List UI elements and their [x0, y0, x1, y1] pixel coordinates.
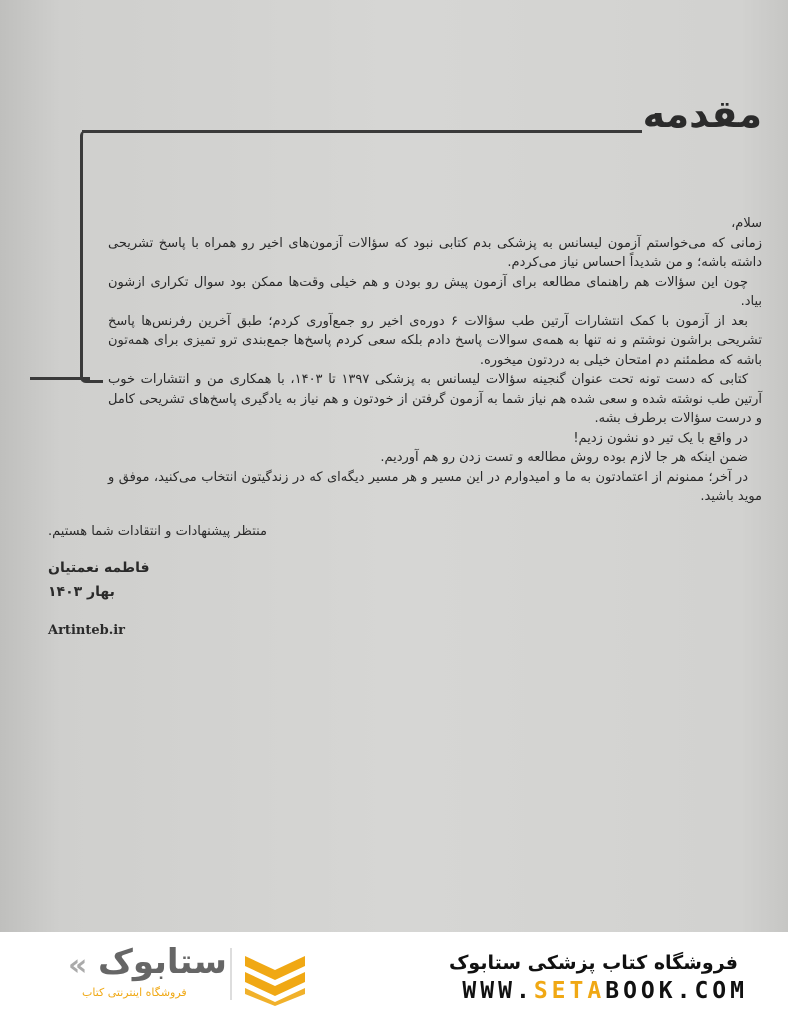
paragraph: چون این سؤالات هم راهنمای مطالعه برای آزمون پیش رو بودن و هم خیلی وقت‌ها ممکن بود سوال تکراری ازشون بیاد.: [108, 274, 762, 309]
url-part: SETA: [533, 978, 606, 1004]
logo-wordmark: ستابوک: [98, 942, 227, 982]
logo-divider: [230, 948, 232, 1000]
paragraph: بعد از آزمون با کمک انتشارات آرتین طب سؤالات ۶ دوره‌ی اخیر رو جمع‌آوری کردم؛ طبق آخرین رفرنس‌ها پاسخ تشریحی براشون نوشتم و نه تنها به همه‌ی سوالات پاسخ دادم بلکه سعی کردم پاسخ‌ها جمع‌بندی ترو تمیزی برای همه‌تون باشه که مطمئنم دم امتحان خیلی به دردتون میخوره.: [108, 313, 762, 368]
author-name: فاطمه نعمتیان: [48, 560, 150, 576]
paragraph: در واقع با یک تیر دو نشون زدیم!: [573, 430, 748, 446]
store-url[interactable]: [462, 978, 748, 1004]
paragraph: ضمن اینکه هر جا لازم بوده روش مطالعه و تست زدن رو هم آوردیم.: [380, 450, 748, 465]
intro-text: [108, 214, 762, 507]
url-part: OOK.COM: [623, 978, 748, 1004]
closing-line: منتظر پیشنهادات و انتقادات شما هستیم.: [48, 524, 268, 539]
store-banner: [0, 932, 788, 1012]
paragraph: سلام،: [731, 216, 762, 231]
heading-rule: [82, 130, 642, 133]
page-title: مقدمه: [642, 92, 762, 136]
frame-tail: [30, 377, 90, 380]
frame-bracket: [80, 130, 103, 383]
book-stack-icon: [240, 950, 310, 1006]
store-name: فروشگاه کتاب پزشکی ستابوک: [448, 952, 738, 974]
store-logo[interactable]: [60, 940, 320, 1006]
website-link[interactable]: Artinteb.ir: [48, 623, 126, 638]
date-line: بهار ۱۴۰۳: [48, 584, 115, 600]
double-chevron-icon: «: [68, 948, 88, 983]
url-part: WWW.: [462, 978, 534, 1004]
paragraph: زمانی که می‌خواستم آزمون لیسانس به پزشکی بدم کتابی نبود که سؤالات آزمون‌های اخیر رو همراه با پاسخ تشریحی داشته باشه؛ و من شدیداً احساس نیاز می‌کردم.: [108, 235, 762, 270]
paragraph: کتابی که دست تونه تحت عنوان گنجینه سؤالات لیسانس به پزشکی ۱۳۹۷ تا ۱۴۰۳، با همکاری من و انتشارات خوب آرتین طب نوشته شده و سعی شده هم نیاز شما به آزمون گرفتن از خودتون و هم نیاز به یادگیری پاسخ‌های تشریحی کامل و درست سؤالات برطرف بشه.: [108, 372, 762, 426]
paragraph: در آخر؛ ممنونم از اعتمادتون به ما و امیدوارم در این مسیر و هر مسیر دیگه‌ای که در زندگیتون انتخاب می‌کنید، موفق و موید باشید.: [108, 469, 762, 504]
url-part: B: [605, 978, 624, 1004]
logo-subtitle: فروشگاه اینترنتی کتاب: [82, 986, 187, 999]
